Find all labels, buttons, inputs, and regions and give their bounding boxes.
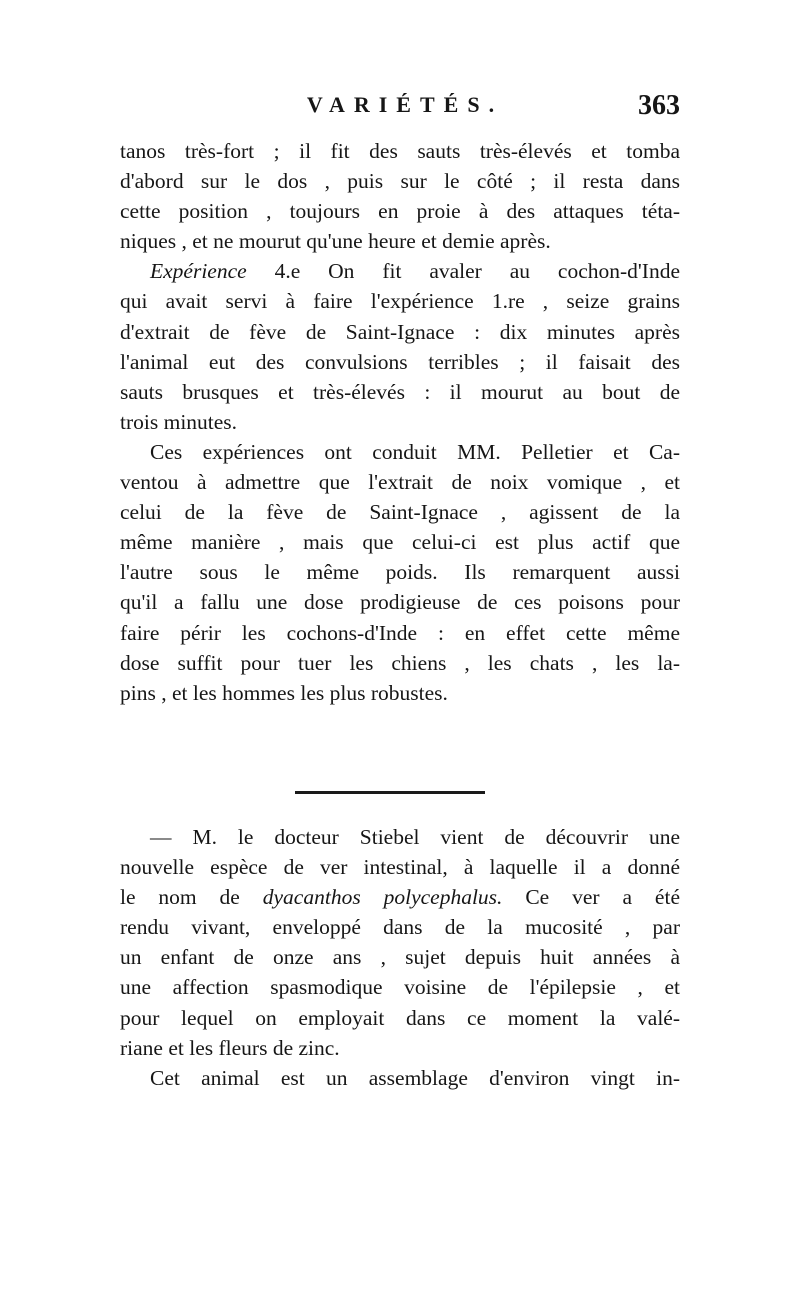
text-line: rendu vivant, enveloppé dans de la mucosité , par — [120, 915, 680, 940]
text-line: l'autre sous le même poids. Ils remarquent aussi — [120, 560, 680, 585]
text-line: faire périr les cochons-d'Inde : en effet cette même — [120, 620, 680, 645]
page-number: 363 — [638, 90, 680, 121]
italic-text: Expérience — [150, 259, 247, 284]
text-line: nouvelle espèce de ver intestinal, à laquelle il a donné — [120, 855, 680, 880]
text-line: niques , et ne mourut qu'une heure et demie après. — [120, 229, 551, 254]
text-line: même manière , mais que celui-ci est plus actif que — [120, 530, 680, 555]
text-line: pour lequel on employait dans ce moment la valé- — [120, 1005, 680, 1030]
text-line: qu'il a fallu une dose prodigieuse de ces poisons pour — [120, 590, 680, 615]
text-line: celui de la fève de Saint-Ignace , agissent de la — [120, 500, 680, 525]
text-line-experience-heading: Expérience 4.e On fit avaler au cochon-d'Inde — [150, 259, 680, 284]
text-line: une affection spasmodique voisine de l'épilepsie , et — [120, 975, 680, 1000]
section-divider-rule — [295, 791, 485, 794]
text-line-species-name: le nom de dyacanthos polycephalus. Ce ver a été — [120, 885, 680, 910]
text-line: — M. le docteur Stiebel vient de découvrir une — [150, 825, 680, 849]
text-line: riane et les fleurs de zinc. — [120, 1035, 340, 1060]
text-line: Ces expériences ont conduit MM. Pelletier et Ca- — [150, 439, 680, 464]
text-line: sauts brusques et très-élevés : il mourut au bout de — [120, 379, 680, 404]
section-stiebel — [120, 822, 680, 1093]
text-line: d'abord sur le dos , puis sur le côté ; il resta dans — [120, 169, 680, 194]
text-line: trois minutes. — [120, 409, 238, 434]
text-line: pins , et les hommes les plus robustes. — [120, 680, 448, 705]
section-experiments — [120, 136, 680, 708]
running-head: VARIÉTÉS. — [306, 92, 504, 117]
text-line: qui avait servi à faire l'expérience 1.re , seize grains — [120, 289, 680, 314]
text-line: ventou à admettre que l'extrait de noix vomique , et — [120, 470, 680, 495]
text-line: un enfant de onze ans , sujet depuis huit années à — [120, 945, 680, 970]
text-line: Cet animal est un assemblage d'environ vingt in- — [150, 1065, 680, 1090]
text-line: d'extrait de fève de Saint-Ignace : dix minutes après — [120, 319, 680, 344]
italic-text: dyacanthos polycephalus. — [262, 885, 503, 910]
text-line: dose suffit pour tuer les chiens , les chats , les la- — [120, 650, 680, 675]
text-line: l'animal eut des convulsions terribles ; il faisait des — [120, 349, 680, 374]
text-line: tanos très-fort ; il fit des sauts très-élevés et tomba — [120, 139, 680, 163]
text-line: cette position , toujours en proie à des attaques téta- — [120, 199, 680, 224]
page-header — [120, 92, 690, 132]
